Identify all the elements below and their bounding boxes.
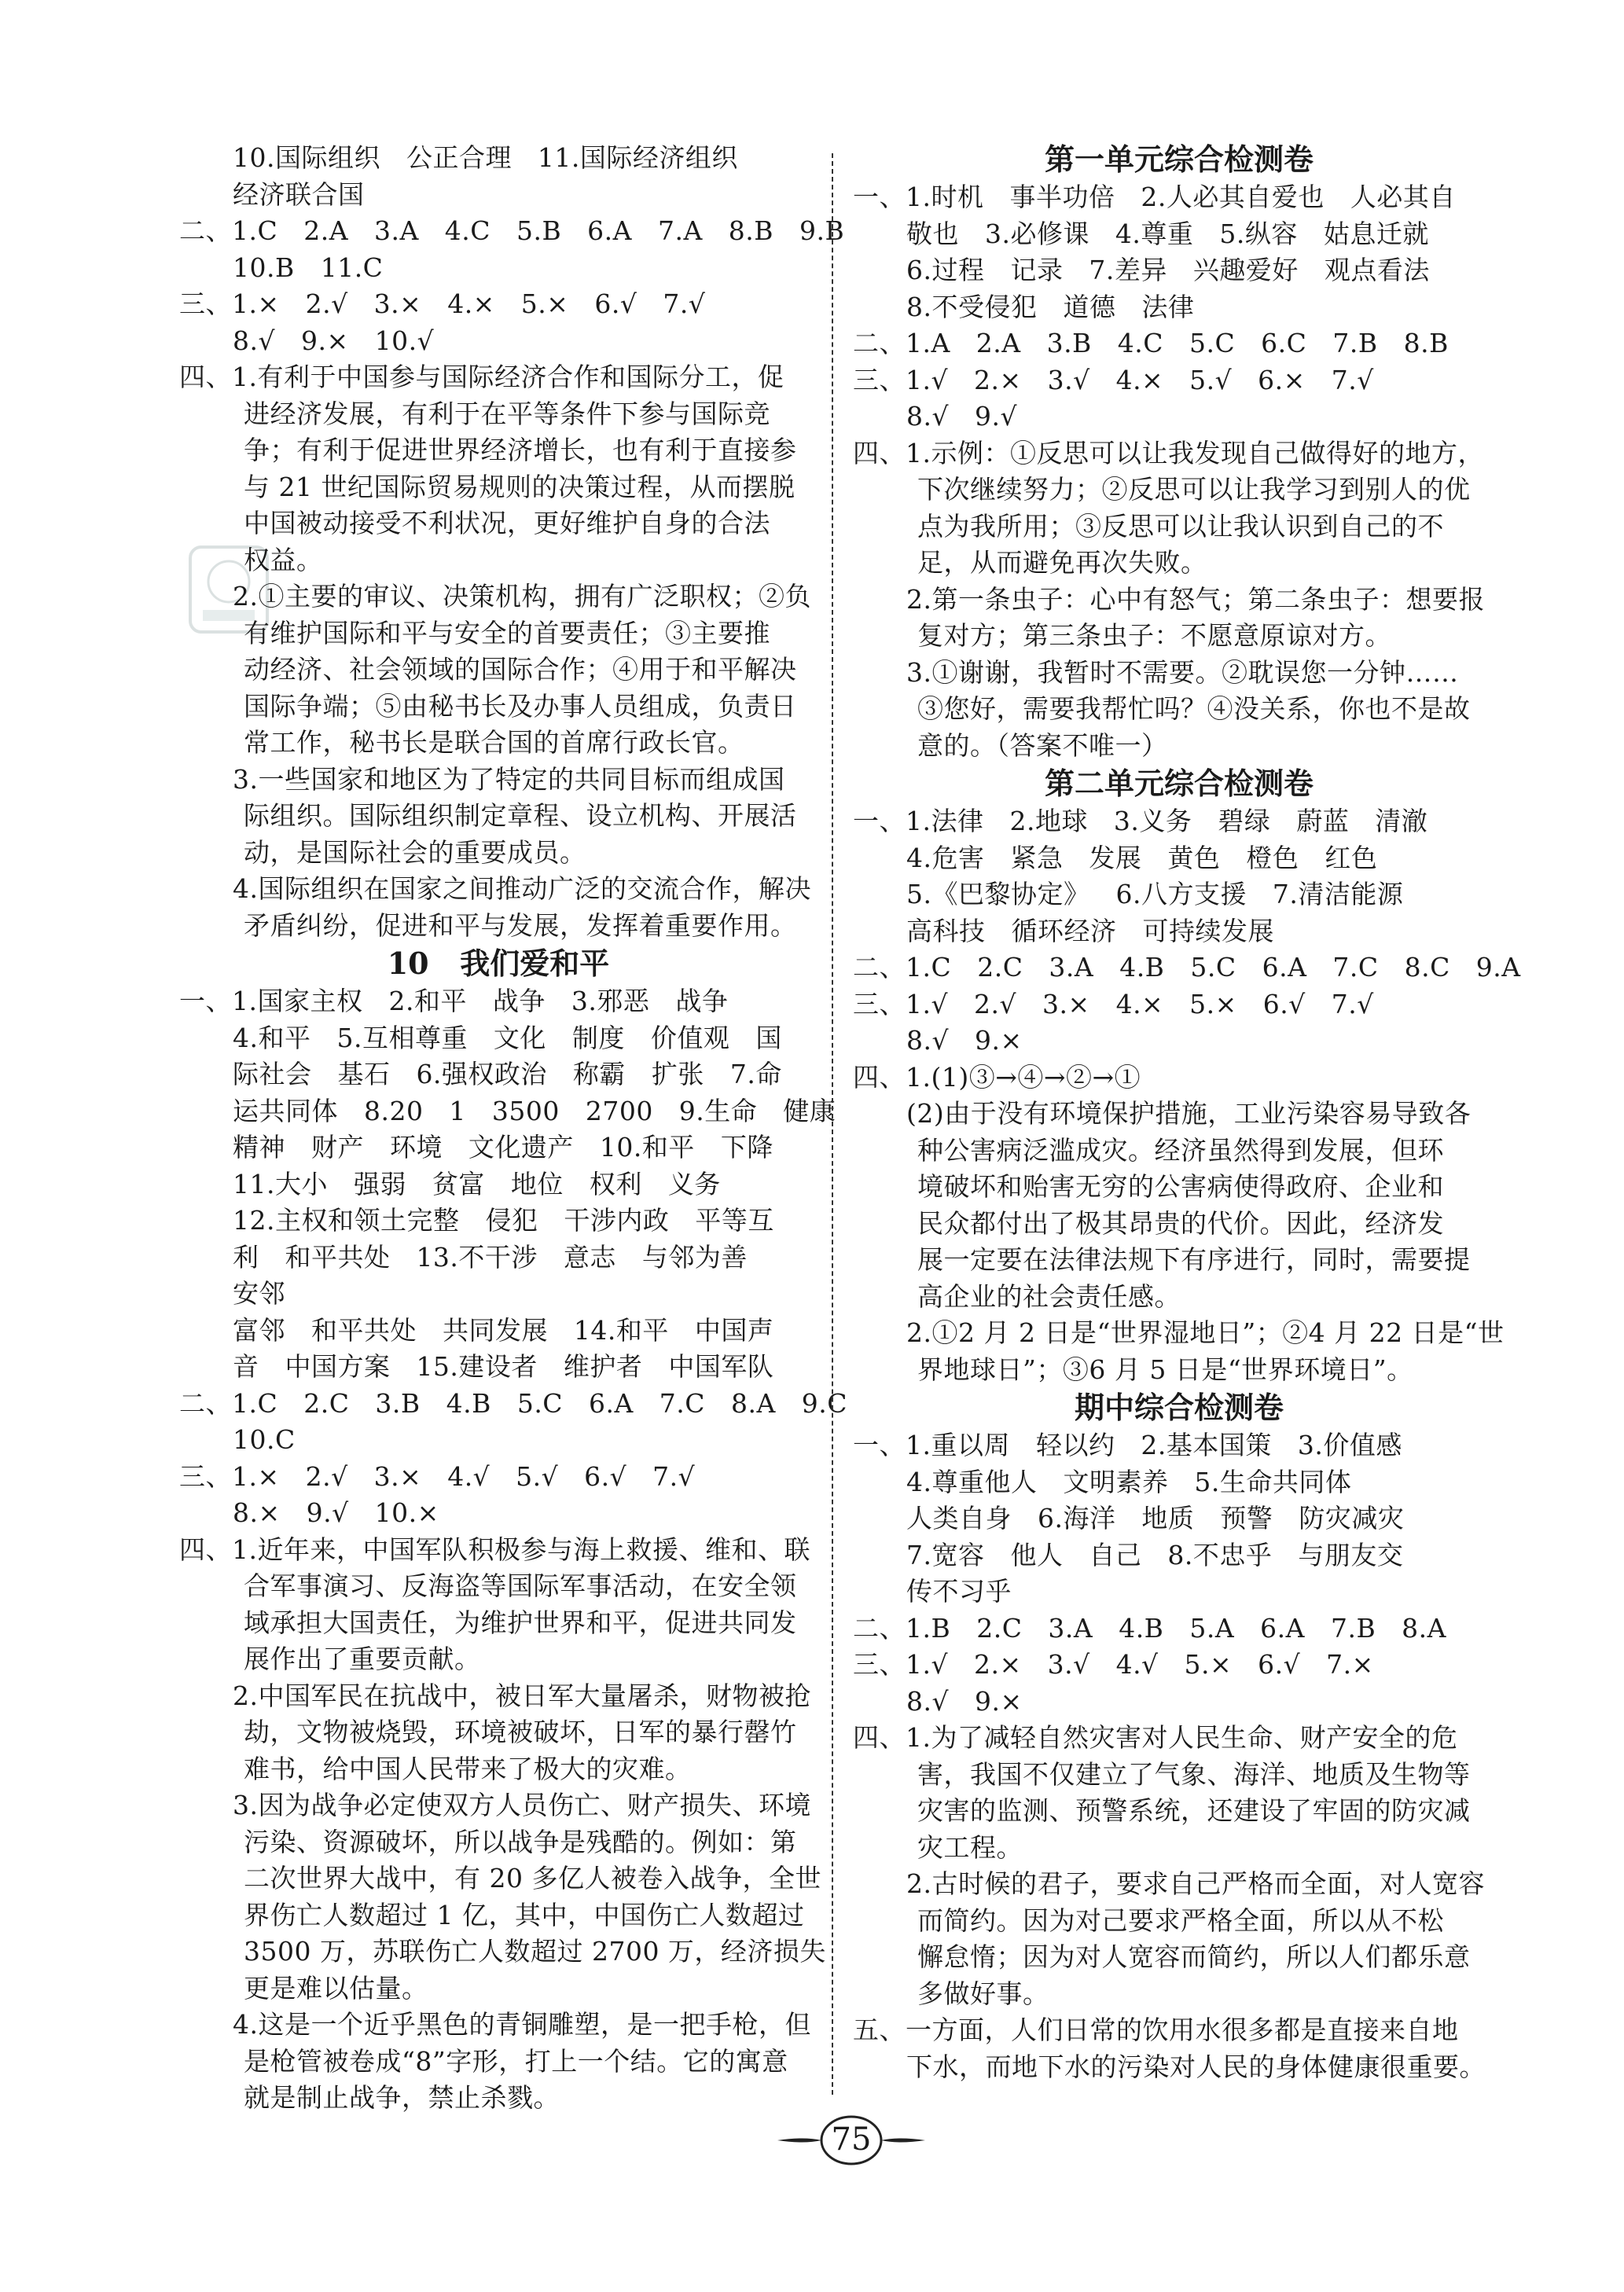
text-line: 4.尊重他人 文明素养 5.生命共同体 bbox=[906, 1466, 1352, 1497]
text-line: 进经济发展，有利于在平等条件下参与国际竞 bbox=[244, 398, 770, 429]
text-line: 5.《巴黎协定》 6.八方支援 7.清洁能源 bbox=[906, 879, 1404, 909]
text-line: 界伤亡人数超过 1 亿，其中，中国伤亡人数超过 bbox=[244, 1899, 805, 1930]
text-line: 富邻 和平共处 共同发展 14.和平 中国声 bbox=[233, 1314, 774, 1346]
text-line: 三、1.× 2.√ 3.× 4.√ 5.√ 6.√ 7.√ bbox=[179, 1460, 696, 1492]
text-line: 下水，而地下水的污染对人民的身体健康很重要。 bbox=[906, 2051, 1486, 2082]
text-line: 点为我所用；③反思可以让我认识到自己的不 bbox=[917, 510, 1444, 542]
text-line: 3.一些国家和地区为了特定的共同目标而组成国 bbox=[233, 763, 785, 795]
text-line: 3500 万，苏联伤亡人数超过 2700 万，经济损失 bbox=[244, 1936, 826, 1967]
text-line: 10.B 11.C bbox=[233, 252, 384, 283]
text-line: 界地球日”；③6 月 5 日是“世界环境日”。 bbox=[917, 1354, 1413, 1385]
text-line: 二、1.B 2.C 3.A 4.B 5.A 6.A 7.B 8.A bbox=[853, 1612, 1446, 1644]
text-line: 8.不受侵犯 道德 法律 bbox=[906, 291, 1195, 322]
text-line: 二、1.A 2.A 3.B 4.C 5.C 6.C 7.B 8.B bbox=[853, 328, 1449, 358]
text-line: 8.√ 9.× bbox=[906, 1025, 1023, 1056]
text-line: 常工作，秘书长是联合国的首席行政长官。 bbox=[244, 727, 744, 758]
text-line: 7.宽容 他人 自己 8.不忠乎 与朋友交 bbox=[906, 1539, 1404, 1570]
text-line: 三、1.√ 2.× 3.√ 4.√ 5.× 6.√ 7.× bbox=[853, 1649, 1374, 1680]
text-line: 四、1.近年来，中国军队积极参与海上救援、维和、联 bbox=[179, 1534, 810, 1565]
section-heading: 10 我们爱和平 bbox=[387, 946, 610, 981]
left-column bbox=[179, 140, 848, 2117]
text-line: 动，是国际社会的重要成员。 bbox=[244, 836, 586, 868]
text-line: 二次世界大战中，有 20 多亿人被卷入战争，全世 bbox=[244, 1863, 821, 1893]
text-line: 一、1.法律 2.地球 3.义务 碧绿 蔚蓝 清澈 bbox=[853, 806, 1428, 836]
text-line: 境破坏和贻害无穷的公害病使得政府、企业和 bbox=[917, 1171, 1444, 1202]
text-line: 权益。 bbox=[244, 544, 323, 575]
text-line: 精神 财产 环境 文化遗产 10.和平 下降 bbox=[233, 1132, 773, 1163]
text-line: 灾害的监测、预警系统，还建设了牢固的防灾减 bbox=[917, 1795, 1471, 1826]
text-line: 音 中国方案 15.建设者 维护者 中国军队 bbox=[233, 1351, 774, 1382]
text-line: 一、1.重以周 轻以约 2.基本国策 3.价值感 bbox=[853, 1430, 1402, 1460]
text-line: 意的。（答案不唯一） bbox=[917, 729, 1168, 761]
text-line: 人类自身 6.海洋 地质 预警 防灾减灾 bbox=[906, 1503, 1405, 1534]
text-line: 域承担大国责任，为维护世界和平，促进共同发 bbox=[244, 1607, 797, 1638]
text-line: 高企业的社会责任感。 bbox=[917, 1280, 1181, 1312]
page-number-badge bbox=[773, 2113, 930, 2168]
text-line: 下次继续努力；②反思可以让我学习到别人的优 bbox=[917, 474, 1471, 505]
text-line: 争；有利于促进世界经济增长，也有利于直接参 bbox=[244, 435, 797, 465]
text-line: 中国被动接受不利状况，更好维护自身的合法 bbox=[244, 508, 770, 538]
text-line: 种公害病泛滥成灾。经济虽然得到发展，但环 bbox=[917, 1134, 1444, 1166]
text-line: 2.第一条虫子：心中有怒气；第二条虫子：想要报 bbox=[906, 583, 1485, 615]
right-column bbox=[853, 140, 1521, 2085]
text-line: 四、1.示例：①反思可以让我发现自己做得好的地方， bbox=[853, 437, 1484, 468]
text-line: 民众都付出了极其昂贵的代价。因此，经济发 bbox=[917, 1207, 1444, 1239]
text-line: 多做好事。 bbox=[917, 1978, 1049, 2009]
text-line: 合军事演习、反海盗等国际军事活动，在安全领 bbox=[244, 1570, 797, 1601]
text-line: 劫，文物被烧毁，环境被破坏，日军的暴行罄竹 bbox=[244, 1717, 797, 1747]
text-line: 三、1.√ 2.× 3.√ 4.× 5.√ 6.× 7.√ bbox=[853, 364, 1374, 395]
text-line: 际社会 基石 6.强权政治 称霸 扩张 7.命 bbox=[233, 1059, 782, 1089]
text-line: 10.国际组织 公正合理 11.国际经济组织 bbox=[233, 142, 738, 173]
text-line: 敬也 3.必修课 4.尊重 5.纵容 姑息迁就 bbox=[906, 218, 1429, 249]
text-line: 4.和平 5.互相尊重 文化 制度 价值观 国 bbox=[233, 1022, 782, 1053]
text-line: 五、一方面，人们日常的饮用水很多都是直接来自地 bbox=[853, 2015, 1459, 2045]
text-line: 动经济、社会领域的国际合作；④用于和平解决 bbox=[244, 654, 797, 685]
text-line: 2.①2 月 2 日是“世界湿地日”；②4 月 22 日是“世 bbox=[906, 1317, 1505, 1348]
text-line: 际组织。国际组织制定章程、设立机构、开展活 bbox=[244, 800, 797, 831]
text-line: 传不习乎 bbox=[906, 1576, 1012, 1607]
text-line: 四、1.(1)③→④→②→① bbox=[853, 1061, 1141, 1093]
text-line: 矛盾纠纷，促进和平与发展，发挥着重要作用。 bbox=[244, 909, 797, 941]
text-line: 4.这是一个近乎黑色的青铜雕塑，是一把手枪，但 bbox=[233, 2009, 811, 2040]
text-line: 二、1.C 2.A 3.A 4.C 5.B 6.A 7.A 8.B 9.B bbox=[179, 215, 845, 246]
text-line: 运共同体 8.20 1 3500 2700 9.生命 健康 bbox=[233, 1095, 836, 1126]
text-line: 是枪管被卷成“8”字形，打上一个结。它的寓意 bbox=[244, 2045, 788, 2077]
text-line: 8.× 9.√ 10.× bbox=[233, 1497, 439, 1528]
text-line: 一、1.国家主权 2.和平 战争 3.邪恶 战争 bbox=[179, 986, 729, 1016]
text-line: 有维护国际和平与安全的首要责任；③主要推 bbox=[244, 617, 770, 648]
text-line: 污染、资源破坏，所以战争是残酷的。例如：第 bbox=[244, 1826, 797, 1857]
text-line: 懈怠惰；因为对人宽容而简约，所以人们都乐意 bbox=[917, 1941, 1471, 1972]
text-line: 展一定要在法律法规下有序进行，同时，需要提 bbox=[917, 1244, 1471, 1275]
text-line: 2.古时候的君子，要求自己严格而全面，对人宽容 bbox=[906, 1868, 1485, 1899]
section-heading-unit1: 第一单元综合检测卷 bbox=[1044, 142, 1314, 177]
text-line: 3.①谢谢，我暂时不需要。②耽误您一分钟…… bbox=[906, 656, 1459, 688]
text-line: 4.国际组织在国家之间推动广泛的交流合作，解决 bbox=[233, 873, 811, 904]
section-heading-unit2: 第二单元综合检测卷 bbox=[1044, 766, 1314, 801]
text-line: 而简约。因为对己要求严格全面，所以从不松 bbox=[917, 1904, 1444, 1936]
text-line: 8.√ 9.√ bbox=[906, 401, 1017, 432]
text-line: 10.C bbox=[233, 1424, 296, 1455]
text-line: 高科技 循环经济 可持续发展 bbox=[906, 915, 1274, 946]
text-line: 国际争端；⑤由秘书长及办事人员组成，负责日 bbox=[244, 690, 797, 722]
text-line: 12.主权和领土完整 侵犯 干涉内政 平等互 bbox=[233, 1205, 774, 1236]
text-line: 灾工程。 bbox=[917, 1831, 1023, 1863]
text-line: 2.①主要的审议、决策机构，拥有广泛职权；②负 bbox=[233, 581, 811, 612]
text-line: 三、1.× 2.√ 3.× 4.× 5.× 6.√ 7.√ bbox=[179, 288, 706, 319]
text-line: 足，从而避免再次失败。 bbox=[917, 547, 1207, 578]
text-line: 一、1.时机 事半功倍 2.人必其自爱也 人必其自 bbox=[853, 182, 1456, 212]
text-line: 复对方；第三条虫子：不愿意原谅对方。 bbox=[917, 620, 1391, 651]
text-line: 4.危害 紧急 发展 黄色 橙色 红色 bbox=[906, 842, 1378, 873]
text-line: 二、1.C 2.C 3.B 4.B 5.C 6.A 7.C 8.A 9.C bbox=[179, 1387, 848, 1419]
text-line: 与 21 世纪国际贸易规则的决策过程，从而摆脱 bbox=[244, 471, 795, 502]
text-line: 利 和平共处 13.不干涉 意志 与邻为善 bbox=[233, 1241, 748, 1273]
text-line: 三、1.√ 2.√ 3.× 4.× 5.× 6.√ 7.√ bbox=[853, 988, 1374, 1019]
text-line: 展作出了重要贡献。 bbox=[244, 1644, 481, 1674]
text-line: 8.√ 9.× bbox=[906, 1685, 1023, 1717]
text-line: 难书，给中国人民带来了极大的灾难。 bbox=[244, 1753, 692, 1784]
text-line: 二、1.C 2.C 3.A 4.B 5.C 6.A 7.C 8.C 9.A bbox=[853, 952, 1521, 983]
text-line: 就是制止战争，禁止杀戮。 bbox=[244, 2082, 560, 2113]
text-line: 8.√ 9.× 10.√ bbox=[233, 325, 435, 356]
text-line: 2.中国军民在抗战中，被日军大量屠杀，财物被抢 bbox=[233, 1680, 811, 1711]
page-number: 75 bbox=[831, 2121, 872, 2158]
section-heading-midterm: 期中综合检测卷 bbox=[1074, 1390, 1284, 1425]
text-line: 安邻 bbox=[233, 1278, 285, 1309]
text-line: 3.因为战争必定使双方人员伤亡、财产损失、环境 bbox=[233, 1790, 811, 1820]
text-line: 四、1.为了减轻自然灾害对人民生命、财产安全的危 bbox=[853, 1722, 1458, 1753]
text-line: 四、1.有利于中国参与国际经济合作和国际分工，促 bbox=[179, 362, 784, 392]
text-line: 经济联合国 bbox=[233, 178, 365, 210]
text-line: 害，我国不仅建立了气象、海洋、地质及生物等 bbox=[917, 1758, 1471, 1790]
column-divider bbox=[832, 153, 833, 2095]
text-line: 更是难以估量。 bbox=[244, 1972, 428, 2004]
text-line: (2)由于没有环境保护措施，工业污染容易导致各 bbox=[906, 1098, 1472, 1129]
text-line: 6.过程 记录 7.差异 兴趣爱好 观点看法 bbox=[906, 255, 1430, 285]
text-line: ③您好，需要我帮忙吗？④没关系，你也不是故 bbox=[917, 693, 1471, 724]
text-line: 11.大小 强弱 贫富 地位 权利 义务 bbox=[233, 1168, 721, 1199]
